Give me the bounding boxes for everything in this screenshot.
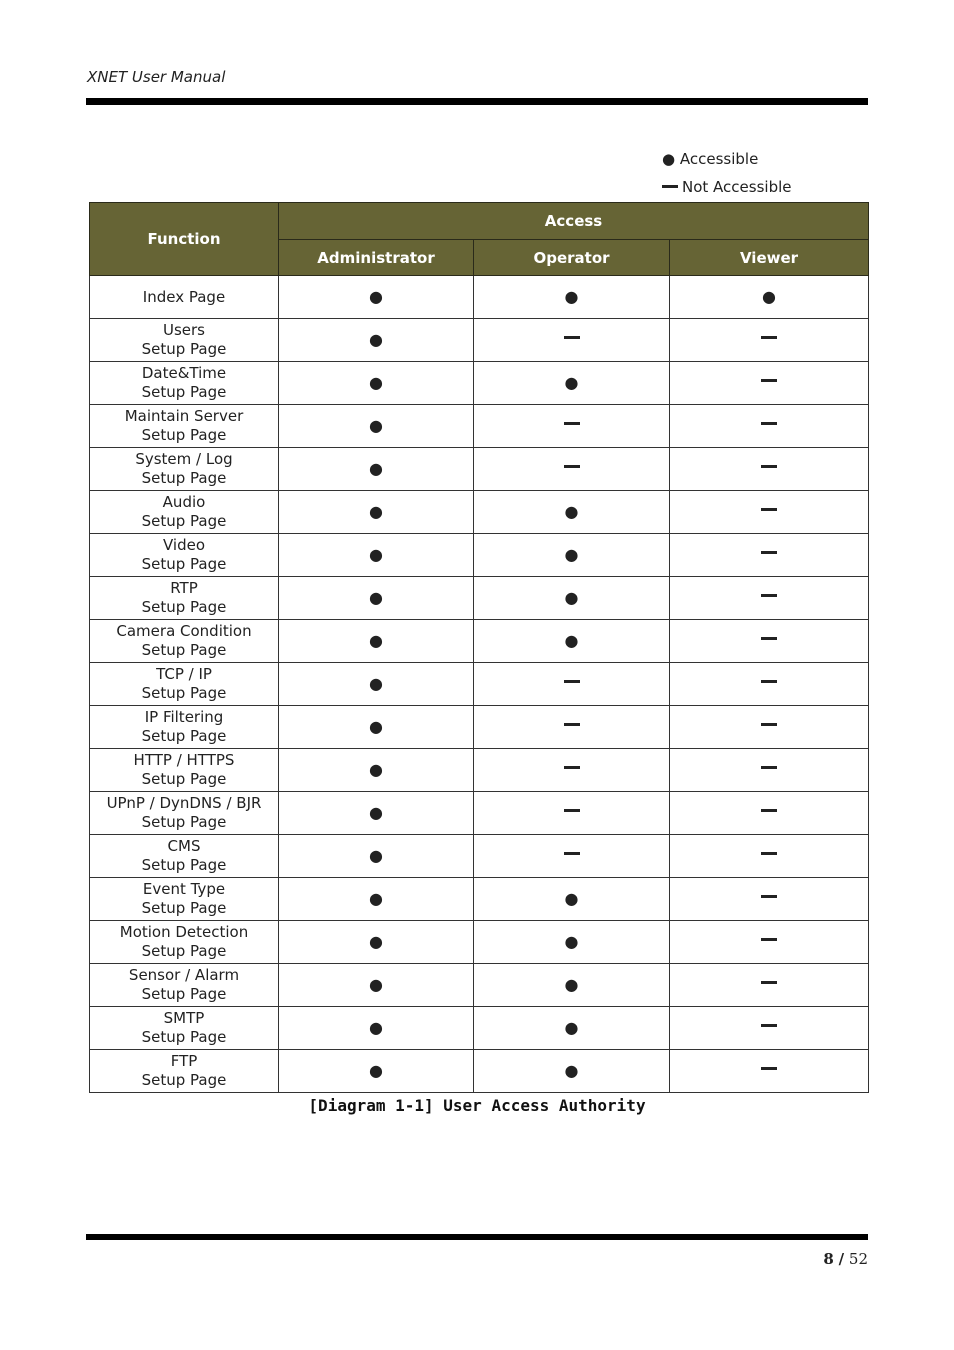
table-row bbox=[90, 448, 869, 491]
function-cell: HTTP / HTTPS Setup Page bbox=[90, 749, 279, 792]
table-row bbox=[90, 534, 869, 577]
accessible-dot-icon: ● bbox=[762, 287, 776, 306]
accessible-dot-icon: ● bbox=[564, 1061, 579, 1080]
access-cell-administrator bbox=[279, 749, 474, 792]
accessible-dot-icon: ● bbox=[369, 588, 383, 607]
table-row bbox=[90, 749, 869, 792]
function-cell: Audio Setup Page bbox=[90, 491, 279, 534]
accessible-dot-icon: ● bbox=[564, 287, 579, 306]
access-cell-operator bbox=[474, 362, 670, 405]
function-cell: Motion Detection Setup Page bbox=[90, 921, 279, 964]
access-cell-administrator bbox=[279, 1007, 474, 1050]
not-accessible-dash-icon bbox=[564, 680, 580, 683]
table-row bbox=[90, 878, 869, 921]
legend-not-accessible bbox=[662, 178, 791, 196]
table-row bbox=[90, 921, 869, 964]
header-rule bbox=[86, 98, 868, 105]
access-cell-administrator bbox=[279, 792, 474, 835]
function-cell: Sensor / Alarm Setup Page bbox=[90, 964, 279, 1007]
not-accessible-dash-icon bbox=[761, 809, 777, 812]
access-cell-operator bbox=[474, 792, 670, 835]
accessible-dot-icon: ● bbox=[369, 889, 383, 908]
not-accessible-dash-icon bbox=[761, 1067, 777, 1070]
access-cell-operator bbox=[474, 835, 670, 878]
accessible-dot-icon: ● bbox=[369, 846, 383, 865]
access-cell-administrator bbox=[279, 835, 474, 878]
not-accessible-dash-icon bbox=[564, 766, 580, 769]
access-cell-viewer bbox=[670, 921, 869, 964]
table-row bbox=[90, 706, 869, 749]
table-row bbox=[90, 319, 869, 362]
table-row bbox=[90, 964, 869, 1007]
page-current: 8 bbox=[823, 1250, 834, 1268]
access-cell-viewer bbox=[670, 534, 869, 577]
access-cell-administrator bbox=[279, 921, 474, 964]
function-cell: Index Page bbox=[90, 276, 279, 319]
accessible-dot-icon: ● bbox=[564, 502, 579, 521]
access-cell-administrator bbox=[279, 1050, 474, 1093]
function-cell: SMTP Setup Page bbox=[90, 1007, 279, 1050]
accessible-dot-icon: ● bbox=[369, 287, 383, 306]
accessible-dot-icon: ● bbox=[369, 502, 383, 521]
table-row bbox=[90, 276, 869, 319]
function-cell: FTP Setup Page bbox=[90, 1050, 279, 1093]
access-table bbox=[89, 202, 869, 1093]
access-cell-administrator bbox=[279, 706, 474, 749]
access-cell-administrator bbox=[279, 362, 474, 405]
function-cell: Date&Time Setup Page bbox=[90, 362, 279, 405]
accessible-dot-icon: ● bbox=[564, 932, 579, 951]
not-accessible-dash-icon bbox=[761, 981, 777, 984]
accessible-dot-icon: ● bbox=[369, 1061, 383, 1080]
access-cell-operator bbox=[474, 964, 670, 1007]
access-cell-viewer bbox=[670, 448, 869, 491]
access-cell-viewer bbox=[670, 620, 869, 663]
accessible-dot-icon: ● bbox=[369, 932, 383, 951]
access-cell-administrator bbox=[279, 276, 474, 319]
not-accessible-dash-icon bbox=[761, 938, 777, 941]
access-cell-viewer bbox=[670, 276, 869, 319]
accessible-dot-icon: ● bbox=[369, 631, 383, 650]
access-cell-viewer bbox=[670, 878, 869, 921]
not-accessible-dash-icon bbox=[761, 594, 777, 597]
access-cell-operator bbox=[474, 577, 670, 620]
role-header-administrator: Administrator bbox=[279, 240, 474, 276]
access-cell-administrator bbox=[279, 319, 474, 362]
accessible-dot-icon: ● bbox=[564, 975, 579, 994]
table-row bbox=[90, 405, 869, 448]
table-row bbox=[90, 663, 869, 706]
access-cell-viewer bbox=[670, 491, 869, 534]
table-row bbox=[90, 1007, 869, 1050]
accessible-dot-icon: ● bbox=[369, 373, 383, 392]
access-cell-viewer bbox=[670, 792, 869, 835]
table-row bbox=[90, 577, 869, 620]
access-cell-administrator bbox=[279, 534, 474, 577]
access-cell-administrator bbox=[279, 964, 474, 1007]
accessible-dot-icon: ● bbox=[369, 760, 383, 779]
access-header: Access bbox=[279, 203, 869, 240]
access-cell-administrator bbox=[279, 577, 474, 620]
access-cell-operator bbox=[474, 1050, 670, 1093]
access-cell-viewer bbox=[670, 577, 869, 620]
access-cell-operator bbox=[474, 534, 670, 577]
accessible-dot-icon: ● bbox=[369, 459, 383, 478]
function-cell: RTP Setup Page bbox=[90, 577, 279, 620]
access-table-body bbox=[90, 276, 869, 1093]
access-cell-viewer bbox=[670, 663, 869, 706]
not-accessible-dash-icon bbox=[564, 422, 580, 425]
access-cell-administrator bbox=[279, 663, 474, 706]
accessible-dot-icon: ● bbox=[564, 545, 579, 564]
role-header-operator: Operator bbox=[474, 240, 670, 276]
access-cell-operator bbox=[474, 448, 670, 491]
not-accessible-dash-icon bbox=[564, 465, 580, 468]
page-total: 52 bbox=[848, 1250, 868, 1268]
access-cell-operator bbox=[474, 706, 670, 749]
accessible-dot-icon: ● bbox=[369, 717, 383, 736]
not-accessible-dash-icon bbox=[761, 723, 777, 726]
table-row bbox=[90, 491, 869, 534]
not-accessible-dash-icon bbox=[761, 508, 777, 511]
access-cell-operator bbox=[474, 749, 670, 792]
accessible-dot-icon: ● bbox=[564, 588, 579, 607]
access-cell-viewer bbox=[670, 706, 869, 749]
access-cell-viewer bbox=[670, 749, 869, 792]
access-cell-administrator bbox=[279, 448, 474, 491]
function-cell: System / Log Setup Page bbox=[90, 448, 279, 491]
not-accessible-dash-icon bbox=[761, 766, 777, 769]
access-cell-operator bbox=[474, 1007, 670, 1050]
accessible-dot-icon: ● bbox=[564, 373, 579, 392]
access-cell-operator bbox=[474, 491, 670, 534]
accessible-dot-icon: ● bbox=[564, 889, 579, 908]
access-cell-administrator bbox=[279, 491, 474, 534]
dash-icon bbox=[662, 185, 678, 188]
not-accessible-dash-icon bbox=[761, 680, 777, 683]
access-cell-operator bbox=[474, 878, 670, 921]
role-header-viewer: Viewer bbox=[670, 240, 869, 276]
access-cell-operator bbox=[474, 620, 670, 663]
not-accessible-dash-icon bbox=[761, 637, 777, 640]
not-accessible-dash-icon bbox=[564, 809, 580, 812]
not-accessible-dash-icon bbox=[761, 379, 777, 382]
accessible-dot-icon: ● bbox=[564, 631, 579, 650]
legend-accessible: ● Accessible bbox=[662, 150, 759, 168]
not-accessible-dash-icon bbox=[761, 336, 777, 339]
table-row bbox=[90, 620, 869, 663]
accessible-dot-icon: ● bbox=[369, 803, 383, 822]
access-cell-administrator bbox=[279, 405, 474, 448]
table-row bbox=[90, 1050, 869, 1093]
function-cell: Users Setup Page bbox=[90, 319, 279, 362]
function-cell: TCP / IP Setup Page bbox=[90, 663, 279, 706]
accessible-dot-icon: ● bbox=[369, 545, 383, 564]
function-cell: IP Filtering Setup Page bbox=[90, 706, 279, 749]
access-cell-operator bbox=[474, 319, 670, 362]
function-cell: Video Setup Page bbox=[90, 534, 279, 577]
function-cell: Camera Condition Setup Page bbox=[90, 620, 279, 663]
access-cell-viewer bbox=[670, 405, 869, 448]
not-accessible-dash-icon bbox=[564, 723, 580, 726]
access-cell-operator bbox=[474, 276, 670, 319]
not-accessible-dash-icon bbox=[761, 551, 777, 554]
function-cell: Maintain Server Setup Page bbox=[90, 405, 279, 448]
access-cell-administrator bbox=[279, 620, 474, 663]
table-row bbox=[90, 362, 869, 405]
access-cell-administrator bbox=[279, 878, 474, 921]
function-header: Function bbox=[90, 203, 279, 276]
legend-not-accessible-label: Not Accessible bbox=[682, 178, 792, 196]
accessible-dot-icon: ● bbox=[369, 416, 383, 435]
page-separator: / bbox=[838, 1250, 845, 1268]
manual-title: XNET User Manual bbox=[87, 68, 226, 86]
access-cell-operator bbox=[474, 663, 670, 706]
not-accessible-dash-icon bbox=[761, 1024, 777, 1027]
access-cell-viewer bbox=[670, 1007, 869, 1050]
function-cell: Event Type Setup Page bbox=[90, 878, 279, 921]
accessible-dot-icon: ● bbox=[369, 975, 383, 994]
access-cell-operator bbox=[474, 405, 670, 448]
not-accessible-dash-icon bbox=[761, 852, 777, 855]
not-accessible-dash-icon bbox=[761, 895, 777, 898]
access-cell-viewer bbox=[670, 1050, 869, 1093]
access-cell-viewer bbox=[670, 835, 869, 878]
access-cell-operator bbox=[474, 921, 670, 964]
table-row bbox=[90, 792, 869, 835]
not-accessible-dash-icon bbox=[564, 336, 580, 339]
accessible-dot-icon: ● bbox=[369, 674, 383, 693]
not-accessible-dash-icon bbox=[761, 465, 777, 468]
not-accessible-dash-icon bbox=[761, 422, 777, 425]
accessible-dot-icon: ● bbox=[564, 1018, 579, 1037]
diagram-caption: [Diagram 1-1] User Access Authority bbox=[308, 1096, 646, 1115]
accessible-dot-icon: ● bbox=[369, 330, 383, 349]
access-cell-viewer bbox=[670, 362, 869, 405]
access-cell-viewer bbox=[670, 964, 869, 1007]
function-cell: CMS Setup Page bbox=[90, 835, 279, 878]
not-accessible-dash-icon bbox=[564, 852, 580, 855]
accessible-dot-icon: ● bbox=[369, 1018, 383, 1037]
page-number bbox=[823, 1250, 868, 1268]
footer-rule bbox=[86, 1234, 868, 1240]
table-row bbox=[90, 835, 869, 878]
access-cell-viewer bbox=[670, 319, 869, 362]
function-cell: UPnP / DynDNS / BJR Setup Page bbox=[90, 792, 279, 835]
